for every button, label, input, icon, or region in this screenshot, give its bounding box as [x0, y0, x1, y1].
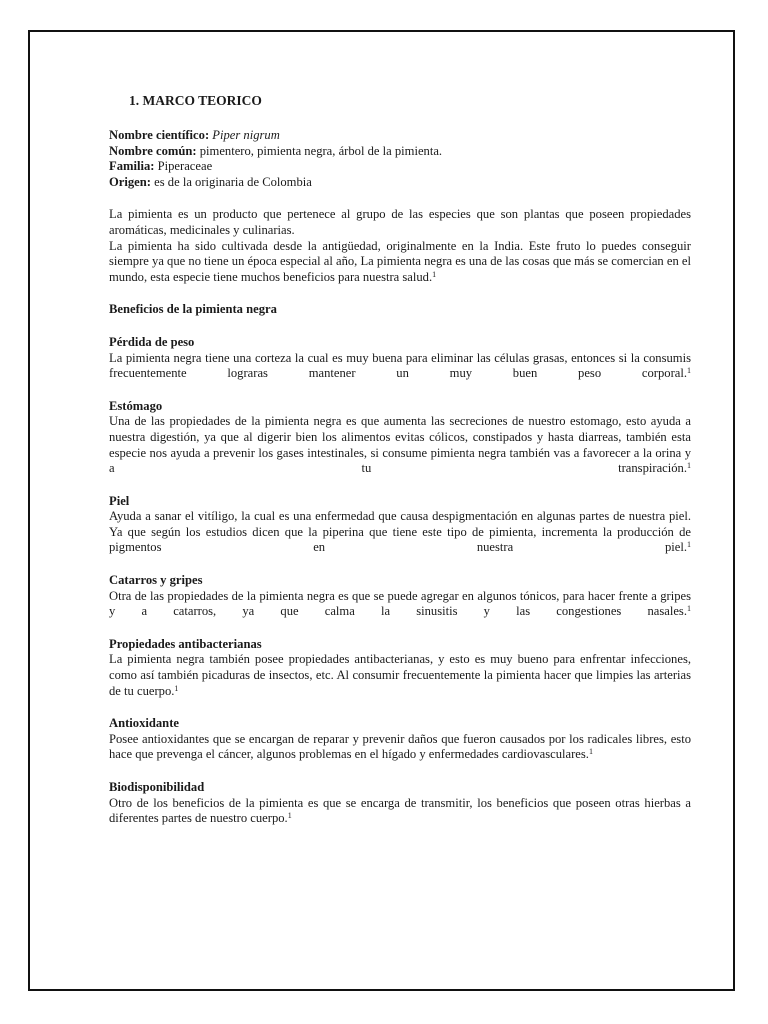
benefit-title: Piel — [109, 493, 130, 508]
intro-paragraph-1: La pimienta es un producto que pertenece al grupo de las especies que son plantas que poseen propiedades aromáticas, medicinales y culinarias. — [109, 207, 691, 237]
document-content — [109, 92, 691, 827]
common-name-value: pimentero, pimienta negra, árbol de la pimienta. — [199, 143, 443, 158]
common-name-label: Nombre común: — [109, 143, 197, 158]
footnote-marker: 1 — [174, 683, 179, 693]
intro-paragraph-2 — [109, 239, 691, 286]
common-name-row — [109, 144, 691, 160]
footnote-marker: 1 — [687, 604, 691, 614]
benefit-text-body: Una de las propiedades de la pimienta negra es que aumenta las secreciones de nuestro estomago, esto ayuda a nuestra digestión, ya que al digerir bien los alimentos evitas cólicos, constipados y hasta diarreas, también esta especie nos ayuda a prevenir los gases intestinales, si consume pimienta negra también vas a favorecer a la orina y a tu transpiración. — [109, 414, 691, 476]
origin-row — [109, 175, 691, 191]
benefit-text-body: Otra de las propiedades de la pimienta negra es que se puede agregar en algunos tónicos, para hacer frente a gripes y a catarros, ya que calma la sinusitis y las congestiones nasales. — [109, 588, 691, 619]
benefit-section-weight-loss — [109, 335, 691, 382]
benefit-text-body: La pimienta negra también posee propiedades antibacterianas, y esto es muy bueno para enfrentar infecciones, como así también picaduras de insectos, etc. Al consumir frecuentemente la pimienta hacer que limpies las arterias de tu cuerpo. — [109, 652, 691, 698]
benefit-section-antibacterial — [109, 637, 691, 699]
benefit-title: Pérdida de peso — [109, 334, 195, 349]
family-row — [109, 159, 691, 175]
benefit-text-body: Otro de los beneficios de la pimienta es que se encarga de transmitir, los beneficios que poseen otras hierbas a diferentes partes de nuestro cuerpo. — [109, 795, 691, 826]
benefit-text-body: Posee antioxidantes que se encargan de reparar y prevenir daños que fueron causados por los radicales libres, esto hace que prevenga el cáncer, algunos problemas en el hígado y enfermedades cardiovasculares. — [109, 731, 691, 762]
benefit-text — [109, 652, 691, 699]
benefit-text-body: Ayuda a sanar el vitíligo, la cual es una enfermedad que causa despigmentación en algunas partes de nuestra piel. Ya que según los estudios dicen que la piperina que tiene este tipo de pimienta, incrementa la producción de pigmentos en nuestra piel. — [109, 509, 691, 555]
benefits-title: Beneficios de la pimienta negra — [109, 302, 277, 317]
benefit-text — [109, 509, 691, 556]
footnote-marker: 1 — [432, 269, 437, 279]
benefit-text — [109, 796, 691, 827]
footnote-marker: 1 — [687, 461, 691, 471]
intro-paragraph-2-text: La pimienta ha sido cultivada desde la antigüedad, originalmente en la India. Este fruto lo puedes conseguir siempre ya que no tiene un época especial al año, La pimienta negra es una de las cosas que más se comercian en el mundo, esta especie tiene muchos beneficios para nuestra salud. — [109, 238, 691, 284]
origin-value: es de la originaria de Colombia — [154, 174, 312, 189]
benefit-section-bioavailability — [109, 780, 691, 827]
benefit-text — [109, 414, 691, 476]
benefit-title: Propiedades antibacterianas — [109, 636, 262, 651]
benefit-section-colds — [109, 573, 691, 620]
document-page — [28, 30, 735, 991]
benefit-title: Antioxidante — [109, 716, 179, 731]
intro-text — [109, 207, 691, 285]
benefit-title: Catarros y gripes — [109, 573, 203, 588]
benefit-section-skin — [109, 494, 691, 556]
footnote-marker: 1 — [588, 747, 593, 757]
benefit-text — [109, 589, 691, 620]
scientific-name-row — [109, 128, 691, 144]
benefit-title: Estómago — [109, 398, 163, 413]
scientific-name-label: Nombre científico: — [109, 128, 210, 142]
family-label: Familia: — [109, 159, 155, 174]
footnote-marker: 1 — [687, 366, 691, 376]
benefit-text — [109, 732, 691, 763]
section-heading: 1. MARCO TEORICO — [129, 93, 262, 108]
benefit-text-body: La pimienta negra tiene una corteza la cual es muy buena para eliminar las células grasas, entonces si la consumis frecuentemente lograras mantener un muy buen peso corporal. — [109, 350, 691, 381]
footnote-marker: 1 — [687, 540, 691, 550]
benefit-text — [109, 351, 691, 382]
benefit-section-stomach — [109, 399, 691, 477]
benefit-section-antioxidant — [109, 716, 691, 763]
plant-metadata — [109, 128, 691, 190]
family-value: Piperaceae — [157, 159, 213, 174]
scientific-name-value: Piper nigrum — [212, 128, 280, 142]
benefit-title: Biodisponibilidad — [109, 780, 205, 794]
origin-label: Origen: — [109, 174, 151, 189]
footnote-marker: 1 — [287, 811, 292, 821]
